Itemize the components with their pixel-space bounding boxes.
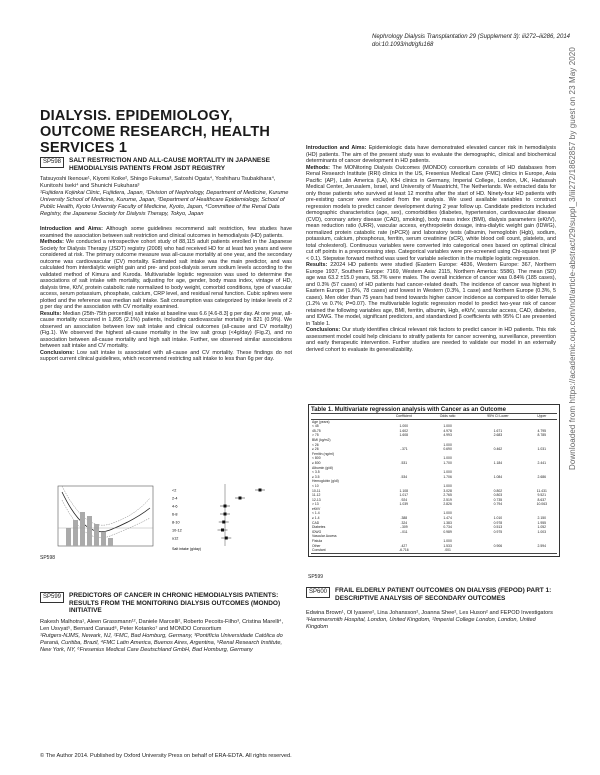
histogram-bar: [73, 520, 78, 546]
table-cell: BMI (kg/m2): [312, 437, 331, 442]
table-cell: [527, 548, 557, 553]
table-cell: .324: [400, 520, 408, 525]
table-cell: 1.671: [493, 428, 503, 433]
table-cell: 1.003: [537, 529, 547, 534]
download-notice: Downloaded from https://academic.oup.com/ndt/article-abstract/29/suppl_3/iii272/1862857 by guest on 23 May 2020: [568, 47, 577, 470]
table-cell: 2.686: [537, 474, 547, 479]
table-cell: Ferritin (ng/ml): [312, 451, 335, 456]
table-cell: 1.474: [443, 516, 452, 521]
table-cell: Age (years): [312, 419, 330, 424]
table-cell: < 1.4: [312, 511, 320, 516]
table-header-cell: 95% CI Lower: [469, 414, 526, 420]
table-header-cell: Upper: [527, 414, 557, 420]
forest-point: [224, 513, 227, 516]
table-label: SP599: [308, 574, 324, 580]
results-label: Results:: [306, 262, 328, 268]
forest-panel: [172, 484, 265, 551]
forest-category-label: <2: [172, 488, 177, 493]
intro-label: Introduction and Aims:: [306, 145, 367, 151]
table-cell: 12-13: [312, 497, 321, 502]
results-text: Median (25th-75th percentile) salt intake at baseline was 6.6 [4.6-8.3] g per day. At one year, all-cause mortality occurred in 1,895 (2.1%) patients, including cardiovascular mortality in 821 (0.9%). We observed an association between low salt intake and clinical outcomes (all-cause and CV mortality) (Fig.1). We observed the highest all-cause mortality in the low salt group (<4g/day) (Fig.2), and no association between all-cause mortality and high salt intake. Further, we observed similar associations between salt intake and CV mortality.: [40, 310, 293, 349]
table-cell: 2.441: [537, 460, 547, 465]
table-cell: 0.734: [443, 525, 452, 530]
table-cell: eKt/V: [312, 506, 321, 511]
forest-point: [259, 489, 262, 492]
abstract-title: SALT RESTRICTION AND ALL-CAUSE MORTALITY IN JAPANESE HEMODIALYSIS PATIENTS FROM JSDT REGISTRY: [69, 157, 270, 172]
table-cell: 0.989: [443, 529, 452, 534]
abstract-id: SP600: [306, 587, 330, 598]
table-cell: 1.000: [443, 483, 452, 488]
histogram-bar: [80, 512, 85, 546]
table-cell: 11-12: [312, 493, 321, 498]
abstract-sp599-body: [306, 145, 556, 353]
table-cell: 9.521: [537, 493, 547, 498]
table-cell: 1.000: [399, 424, 409, 429]
table-cell: 1.017: [399, 493, 409, 498]
forest-category-label: 2-4: [172, 496, 178, 501]
table-cell: 0.978: [493, 520, 503, 525]
table-cell: 1.108: [399, 488, 409, 493]
table-cell: 10-11: [312, 488, 321, 493]
table-cell: 2.826: [443, 502, 452, 507]
table-cell: -.011: [400, 529, 408, 534]
histogram-bar: [101, 532, 106, 546]
table-cell: Diabetes: [312, 525, 326, 530]
table-cell: ≥ 26: [312, 447, 319, 452]
table-cell: 1.084: [493, 474, 503, 479]
journal-header: [372, 33, 571, 49]
table-cell: 0.462: [493, 447, 503, 452]
abstract-affiliations: ¹Fujiidera Kojinkai Clinic, Fujiidera, Japan, ²Division of Nephrology, Department of Medicine, Kurume University School of Medicine, Kurume, Japan, ³Department of Healthcare Epidemiology, School of Public Health, Kyoto University Faculty of Medicine, Kyoto, Japan, ⁴Committee of the Renal Data Registry, the Japanese Society for Dialysis Therapy, Tokyo, Japan: [40, 190, 289, 217]
abstract-authors: Tatsuyoshi Ikenoue¹, Kiyomi Koike², Shingo Fukuma³, Satoshi Ogata⁴, Yoshiharu Tsubakihara⁴, Kunitoshi Iseki⁴ and Shunichi Fukuhara³: [40, 176, 276, 189]
abstract-sp600: [306, 587, 556, 631]
methods-label: Methods:: [306, 164, 330, 171]
table-cell: 1.602: [399, 428, 409, 433]
table-cell: 1.608: [399, 433, 409, 438]
table-cell: 2.519: [443, 497, 452, 502]
spline-panel: [58, 486, 153, 546]
table-cell: 1.383: [443, 520, 452, 525]
methods-text: The MONitoring Dialysis Outcomes (MONDO) consortium consists of HD databases from Renal Research Institute (RRI) clinics in the US, Fresenius Medical Care (FMC) clinics in Europe, Asia Pacific (AP), Latin America (LA), KfH clinics in Germany, Imperial College, London, UK, Hadassah Medical Center, Jerusalem, Israel, and University of Maastricht, The Netherlands. We extracted data for only those patients who survived at least 12 months after the start of HD. Ninety-four HD patients with pre-existing cancer were excluded from the analysis. We used available variables to construct regression models to predict cancer development during 2 year follow up. Candidate predictors included demographic characteristics (age, sex), comorbidities (diabetes, hypertension, cardiovascular disease (CVD), coronary artery disease (CAD), smoking), body mass index (BMI), dialysis parameters (eKt/V), mean reduction ratio (URR), vascular access, erythropoietin dosage, intra-dialytic weight gain (IDWG), normalized protein catabolic rate (nPCR)) and laboratory tests (albumin, hemoglobin (Hgb), sodium, potassium, calcium, phosphorus, ferritin, serum creatinine (sCR), white blood cell count, platelets, and total cholesterol). Continuous variables were converted into categorical ones based on optimal clinical cut off points in a preprocessing step. Categorical variables were pre-screened using Chi-square test (P < 0.1). Stepwise forward method was used for variable selection in the multiple logistic regression.: [306, 164, 556, 262]
spline-upper-ci: [62, 486, 150, 525]
forest-point: [224, 505, 227, 508]
table-cell: 0.735: [493, 497, 503, 502]
intro-text: Epidemiologic data have demonstrated elevated cancer risk in hemodialysis (HD) patients. The aim of the present study was to evaluate the demographic, clinical and biochemical determinants of cancer development in HD patients.: [306, 145, 557, 164]
forest-category-label: 10-12: [172, 528, 182, 533]
table-cell: .924: [400, 497, 408, 502]
forest-axis-label: Salt intake (g/day): [172, 547, 201, 551]
table-cell: 1.000: [443, 511, 452, 516]
abstract-sp599-header: [40, 592, 292, 654]
methods-text: We conducted a retrospective cohort study of 88,115 adult patients enrolled in the Japanese Society for Dialysis Therapy (JSDT) registry (2008) who had received HD for at least two years and were considered at risk. The primary outcome measure was all-cause mortality at one year, and the secondary outcome was cardiovascular (CV) mortality. Estimated salt intake was the main predictor, and was calculated from interdialytic weight gain and pre- and post-dialysis serum sodium levels according to the validated method of Kimura and Kuroda. Multivariable logistic regression was used to determine the associations of salt intake with mortality, adjusting for age, gender, body mass index, vintage of HD, dialysis time, Kt/V, protein catabolic rate normalized to body weight, comorbid conditions, type of vascular access, serum potassium, phosphate, calcium, CRP level, and residual renal function. Cubic splines were plotted and the reference was median salt intake. Salt consumption was categorized by intake levels of 2 g per day and the association with CV mortality examined.: [40, 239, 293, 310]
table-cell: 1.706: [443, 474, 452, 479]
table-cell: < 10: [312, 483, 319, 488]
table-cell: 2.150: [537, 516, 547, 521]
abstract-affiliations: ¹Rutgers-NJMS, Newark, NJ, ²FMC, Bad Homburg, Germany, ³Pontifícia Universidade Católica do Paraná, Curitiba, Brazil, ⁴FMC Latin America, Buenos Aires, Argentina, ⁵Renal Research Institute, New York, NY, ⁶Fresenius Medical Care Deutschland GmbH, Bad Homburg, Germany: [40, 632, 283, 653]
table-cell: 0.794: [493, 502, 503, 507]
histogram-bar: [108, 538, 113, 546]
table-cell: 2.765: [443, 493, 452, 498]
table-cell: 1.700: [443, 460, 452, 465]
table-row: [311, 548, 557, 553]
methods-label: Methods:: [40, 239, 64, 245]
table-cell: 4.993: [443, 433, 452, 438]
table-cell: Albumin (g/dl): [312, 465, 333, 470]
table-cell: Constant: [311, 548, 382, 553]
conclusions-text: Low salt intake is associated with all-cause and CV mortality. These findings do not support current clinical guidelines, which recommend restricting salt intake to less than 6g per day.: [40, 349, 293, 362]
abstract-body: [40, 226, 292, 363]
table-cell: 1.955: [537, 520, 547, 525]
table-header-cell: Odds ratio: [426, 414, 469, 420]
table-cell: .001: [426, 548, 469, 553]
figure-plot: [40, 480, 292, 552]
forest-category-label: ≥12: [172, 536, 179, 541]
table-1: [308, 404, 560, 557]
table-cell: 2.683: [493, 433, 503, 438]
table-cell: [469, 548, 526, 553]
histogram-bar: [87, 516, 92, 546]
abstract-title: PREDICTORS OF CANCER IN CHRONIC HEMODIALYSIS PATIENTS: RESULTS FROM THE MONITORING DIALYSIS OUTCOMES (MONDO) INITIATIVE: [69, 592, 281, 614]
table-cell: 1.031: [537, 447, 547, 452]
table-cell: .427: [400, 543, 408, 548]
table-cell: 1.039: [399, 502, 409, 507]
table-cell: .388: [400, 516, 408, 521]
table-cell: Vascular Access: [312, 534, 337, 539]
intro-label: Introduction and Aims:: [40, 226, 103, 232]
table-cell: 1.000: [443, 539, 452, 544]
table-cell: 1.000: [443, 442, 452, 447]
table-cell: < 3.5: [312, 470, 320, 475]
results-label: Results:: [40, 310, 62, 317]
table-cell: 0.803: [493, 493, 503, 498]
abstract-authors: Rakesh Malhotra¹, Aleen Grassmann¹², Daniele Marcelli², Roberto Pecoits-Filho³, Cristina Marelli⁴, Len Usvyat⁵, Bernard Canaud⁶, Peter Kotanko⁷ and MONDO Consortium: [40, 618, 284, 632]
table-cell: Hemoglobin (g/dl): [312, 479, 339, 484]
table-cell: 4.978: [443, 428, 452, 433]
table-cell: .534: [400, 474, 408, 479]
table-cell: 0.975: [493, 529, 503, 534]
table-cell: 1.533: [443, 543, 452, 548]
abstract-id: SP599: [40, 592, 64, 603]
table-cell: 2.594: [537, 543, 547, 548]
abstract-id: SP598: [40, 157, 64, 168]
table-cell: 1.052: [537, 525, 547, 530]
table-cell: -6.716: [382, 548, 426, 553]
figure-sp598: [40, 480, 292, 561]
table-cell: ≥ 3.5: [312, 474, 320, 479]
table-cell: ≥ 800: [312, 460, 321, 465]
forest-point: [222, 521, 225, 524]
table-cell: 1.010: [493, 516, 503, 521]
histogram-bar: [94, 524, 99, 546]
table-cell: 3.028: [443, 488, 452, 493]
table-cell: < 26: [312, 442, 319, 447]
table-cell: < 45: [312, 424, 319, 429]
intro-text: Although some guidelines recommend salt restriction, few studies have examined the association between salt restriction and clinical outcomes in hemodialysis (HD) patients.: [40, 226, 293, 239]
table-header-cell: Coefficient: [382, 414, 426, 420]
forest-category-label: 8-10: [172, 520, 180, 525]
table-cell: 4.795: [537, 428, 547, 433]
table-cell: Fistula: [312, 539, 322, 544]
table-cell: 1.000: [443, 456, 452, 461]
table-cell: 8.637: [537, 497, 547, 502]
table-cell: 0.513: [493, 525, 503, 530]
forest-point: [225, 537, 228, 540]
table-grid: [311, 413, 557, 554]
abstract-title: FRAIL ELDERLY PATIENT OUTCOMES ON DIALYSIS (FEPOD) PART 1: DESCRIPTIVE ANALYSIS OF SECONDARY OUTCOMES: [335, 587, 552, 602]
table-cell: 1.000: [443, 470, 452, 475]
table-cell: ≥ 1.4: [312, 516, 320, 521]
results-text: 22024 HD patients were studied (Eastern Europe: 4836, Western Europe: 367, Northern Europe 1937, Southern Europe: 7169, Western Asia: 2115, Northern America: 5586). The mean (SD) age was 63.2 ±15.0 years, 58.7% were males. The overall incidence of cancer was 0.84% (185 cases), and 0.3% (57 cases) of HD patients had cancer-related death. The incidence of cancer was highest in Eastern Europe (1.6%, 78 cases) and lowest in Western (0.3%, 1 case) and Northern Europe (0.3%, 5 cases). Men older than 75 years had trend towards higher cancer incidence as compared to older female (1.2% vs 0.7%; P=0.07). The multivariable logistic regression model to predict two-year risk of cancer retained the following variables age, BMI, ferritin, albumin, Hgb, eKt/V, vascular access, CAD, diabetes, and IDWG. The model, significant predictors, and standardized β coefficients with 95% CI are presented in Table 1.: [306, 262, 557, 327]
table-cell: Other: [312, 543, 321, 548]
conclusions-text: Our study identifies clinical relevant risk factors to predict cancer in HD patients. This risk assessment model could help clinicians to stratify patients for cancer screening, surveillance, prevention and early therapeutic intervention. Further studies are needed to validate our model in an externally derived cohort to evaluate its generalizability.: [306, 327, 557, 353]
table-cell: 1.184: [493, 460, 503, 465]
figure-label: SP598: [40, 555, 56, 561]
table-cell: -.371: [399, 447, 408, 452]
table-cell: < 800: [312, 456, 321, 461]
table-cell: .531: [400, 460, 408, 465]
table-cell: > 75: [312, 433, 319, 438]
conclusions-label: Conclusions:: [306, 327, 341, 333]
histogram-bar: [66, 528, 71, 546]
table-cell: 0.906: [493, 543, 503, 548]
table-cell: 45-75: [312, 428, 321, 433]
forest-point: [239, 497, 242, 500]
table-cell: 1.000: [443, 424, 452, 429]
table-cell: 11.431: [536, 488, 547, 493]
table-cell: -.309: [399, 525, 408, 530]
forest-category-label: 6-8: [172, 512, 178, 517]
table-cell: IDWG: [312, 529, 322, 534]
forest-point: [221, 529, 224, 532]
abstract-authors: Edwina Brown¹, Ol Iyasere², Lina Johansson², Joanna Shee², Les Huson² and FEPOD Investigators: [306, 610, 553, 616]
table-cell: 8.785: [537, 433, 547, 438]
table-cell: 0.802: [493, 488, 503, 493]
table-cell: CAD: [312, 520, 320, 525]
table-cell: 10.063: [536, 502, 547, 507]
table-cell: 0.690: [443, 447, 452, 452]
forest-category-label: 4-6: [172, 504, 178, 509]
copyright-footer: © The Author 2014. Published by Oxford University Press on behalf of ERA-EDTA. All rights reserved.: [40, 753, 292, 759]
journal-doi: doi:10.1093/ndt/gfu168: [372, 42, 434, 48]
table-title: Table 1. Multivariate regression analysis with Cancer as an Outcome: [311, 407, 506, 413]
conclusions-label: Conclusions:: [40, 349, 75, 356]
section-heading: DIALYSIS. EPIDEMIOLOGY, OUTCOME RESEARCH, HEALTH SERVICES 1: [40, 108, 271, 156]
abstract-sp598: [40, 157, 292, 363]
table-body: [311, 419, 557, 553]
journal-citation: Nephrology Dialysis Transplantation 29 (Supplement 3): iii272–iii286, 2014: [372, 34, 571, 40]
abstract-affiliations: ¹Hammersmith Hospital, London, United Kingdom, ²Imperial College London, London, United Kingdom: [306, 617, 536, 630]
table-cell: > 13: [312, 502, 319, 507]
